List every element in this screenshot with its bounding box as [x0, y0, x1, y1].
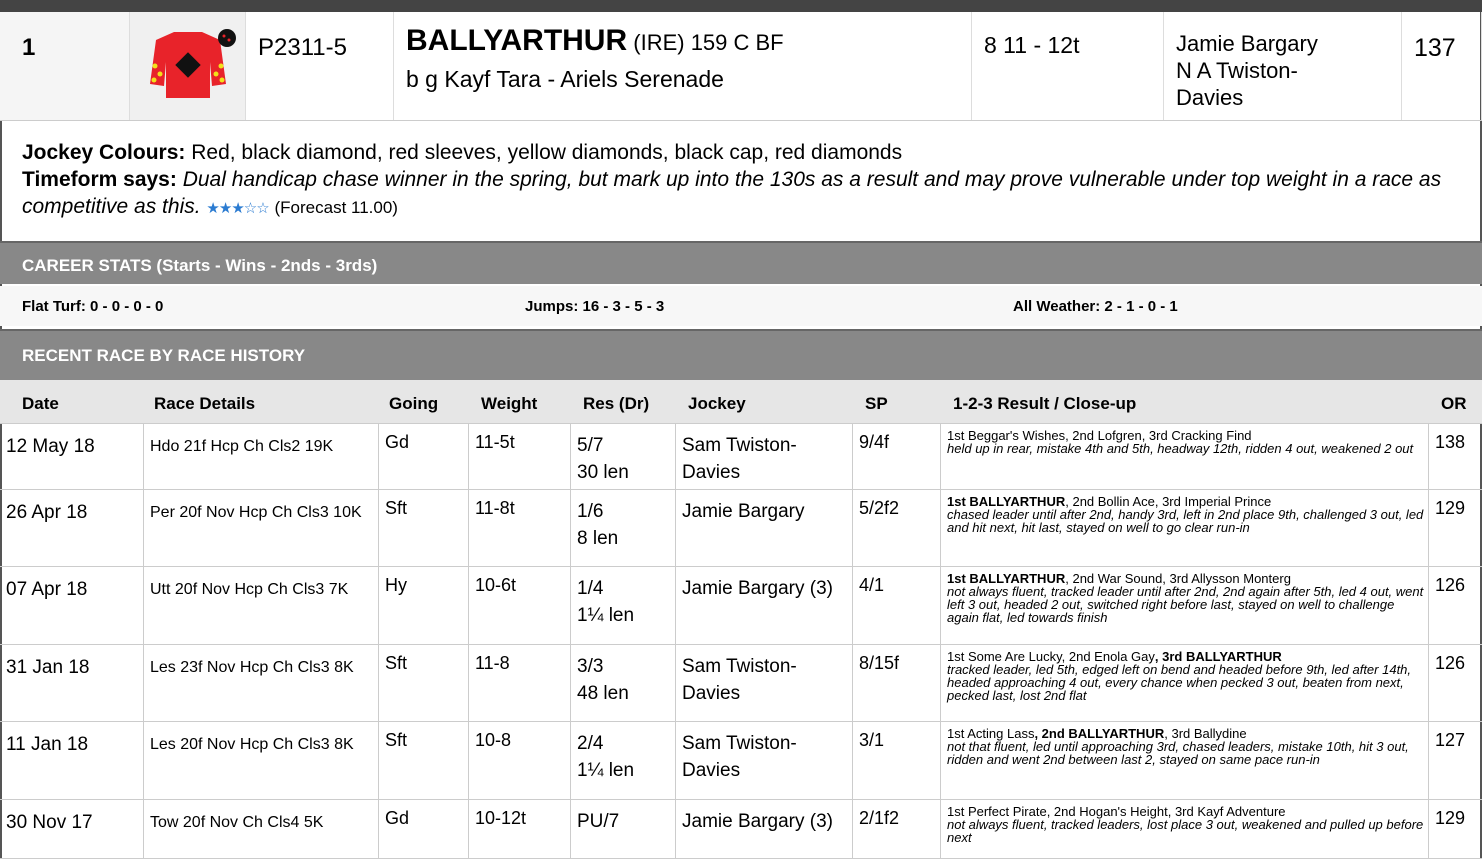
- result-placings: 1st Beggar's Wishes, 2nd Lofgren, 3rd Cracking Find: [947, 428, 1252, 443]
- race-or: 129: [1435, 808, 1466, 828]
- col-result: 1-2-3 Result / Close-up: [953, 394, 1137, 413]
- col-weight: Weight: [481, 394, 538, 413]
- forecast: (Forecast 11.00): [274, 198, 398, 217]
- finish-distance: 48 len: [577, 683, 629, 704]
- race-going: Sft: [379, 490, 469, 566]
- career-stats-row: [0, 286, 1482, 326]
- finish-distance: 8 len: [577, 528, 619, 549]
- result-closeup: [941, 424, 1429, 489]
- closeup-comment: not always fluent, tracked leaders, lost place 3 out, weakened and pulled up before next: [947, 817, 1424, 845]
- race-date: 12 May 18: [0, 424, 144, 489]
- timeform-comment: Dual handicap chase winner in the spring, but mark up into the 130s as a result and may prove vulnerable under top weight in a race as competitive as this.: [22, 168, 1442, 218]
- race-or: 127: [1435, 730, 1466, 750]
- finish-position: 5/7: [577, 435, 604, 456]
- race-weight: 10-12t: [469, 800, 571, 858]
- history-header: RECENT RACE BY RACE HISTORY: [0, 329, 1482, 380]
- age-weight: 8 11 - 12t: [972, 12, 1164, 120]
- finish-distance: 30 len: [577, 462, 629, 483]
- race-weight: 11-5t: [469, 424, 571, 489]
- starting-price: 4/1: [853, 567, 941, 644]
- race-going: Sft: [379, 645, 469, 721]
- result-highlight: , 3rd BALLYARTHUR: [1154, 649, 1282, 664]
- silks-cell: [130, 12, 246, 120]
- race-or: 126: [1435, 653, 1466, 673]
- official-rating: 137: [1402, 12, 1482, 120]
- result-highlight: 1st BALLYARTHUR: [947, 494, 1066, 509]
- race-or: 138: [1435, 432, 1466, 452]
- race-result: [571, 490, 676, 566]
- result-placings-rest: , 2nd Bollin Ace, 3rd Imperial Prince: [1065, 494, 1272, 509]
- race-details[interactable]: Hdo 21f Hcp Ch Cls2 19K: [144, 424, 379, 489]
- result-placings: 1st Acting Lass: [947, 726, 1035, 741]
- race-jockey[interactable]: Jamie Bargary (3): [676, 800, 853, 858]
- runner-number: 1: [0, 12, 130, 120]
- col-jockey: Jockey: [688, 394, 746, 413]
- race-date: 31 Jan 18: [0, 645, 144, 721]
- closeup-comment: tracked leader, led 5th, edged left on bend and headed before 9th, led after 14th, headed approaching 4 out, every chance when pecked 3 out, beaten from next, pecked last, lost 2nd flat: [947, 662, 1412, 703]
- race-details[interactable]: Les 20f Nov Hcp Ch Cls3 8K: [144, 722, 379, 799]
- breeding: b g Kayf Tara - Ariels Serenade: [406, 66, 724, 92]
- table-row[interactable]: [0, 800, 1482, 859]
- closeup-comment: not always fluent, tracked leader until after 2nd, 2nd again after 5th, led 4 out, went left 3 out, headed 2 out, switched right before last, stayed on well to challenge again flat, led towards finish: [947, 584, 1424, 625]
- col-res: Res (Dr): [583, 394, 650, 413]
- runner-header: [0, 0, 1482, 121]
- finish-position: PU/7: [577, 811, 620, 832]
- race-going: Hy: [379, 567, 469, 644]
- race-details[interactable]: Tow 20f Nov Ch Cls4 5K: [144, 800, 379, 858]
- col-date: Date: [22, 394, 59, 413]
- race-result: [571, 800, 676, 858]
- horse-name[interactable]: BALLYARTHUR: [406, 24, 628, 57]
- race-details[interactable]: Les 23f Nov Hcp Ch Cls3 8K: [144, 645, 379, 721]
- col-race: Race Details: [154, 394, 256, 413]
- result-closeup: [941, 490, 1429, 566]
- result-placings-rest: , 3rd Ballydine: [1164, 726, 1247, 741]
- race-jockey[interactable]: Sam Twiston-Davies: [676, 722, 853, 799]
- race-details[interactable]: Utt 20f Nov Hcp Ch Cls3 7K: [144, 567, 379, 644]
- timeform-label: Timeform says:: [22, 168, 177, 191]
- race-date: 07 Apr 18: [0, 567, 144, 644]
- closeup-comment: held up in rear, mistake 4th and 5th, headway 12th, ridden 4 out, weakened 2 out: [947, 441, 1414, 456]
- race-weight: 11-8: [469, 645, 571, 721]
- runner-name-cell: [394, 12, 972, 120]
- race-weight: 10-6t: [469, 567, 571, 644]
- race-result: [571, 567, 676, 644]
- all-weather-stats: All Weather: 2 - 1 - 0 - 1: [1013, 298, 1178, 315]
- race-going: Gd: [379, 800, 469, 858]
- table-row[interactable]: [0, 645, 1482, 722]
- result-closeup: [941, 567, 1429, 644]
- result-placings: 1st Some Are Lucky, 2nd Enola Gay: [947, 649, 1155, 664]
- result-placings-rest: , 2nd War Sound, 3rd Allysson Monterg: [1065, 571, 1291, 586]
- finish-distance: 1¼ len: [577, 605, 635, 626]
- race-date: 30 Nov 17: [0, 800, 144, 858]
- race-result: [571, 645, 676, 721]
- colours-text: Red, black diamond, red sleeves, yellow diamonds, black cap, red diamonds: [191, 141, 903, 164]
- race-weight: 11-8t: [469, 490, 571, 566]
- table-row[interactable]: [0, 567, 1482, 645]
- result-closeup: [941, 645, 1429, 721]
- race-jockey[interactable]: Sam Twiston-Davies: [676, 424, 853, 489]
- finish-position: 2/4: [577, 733, 604, 754]
- race-date: 11 Jan 18: [0, 722, 144, 799]
- closeup-comment: chased leader until after 2nd, handy 3rd, left in 2nd place 9th, challenged 3 out, led and hit next, hit last, stayed on well to go clear run-in: [947, 507, 1424, 535]
- starting-price: 2/1f2: [853, 800, 941, 858]
- col-sp: SP: [865, 394, 888, 413]
- rating-stars-icon: ★★★☆☆: [206, 200, 269, 217]
- table-row[interactable]: [0, 722, 1482, 800]
- result-closeup: [941, 722, 1429, 799]
- jockey-silks-icon: [130, 12, 246, 120]
- col-going: Going: [389, 394, 439, 413]
- starting-price: 8/15f: [853, 645, 941, 721]
- starting-price: 5/2f2: [853, 490, 941, 566]
- col-or: OR: [1441, 394, 1467, 413]
- finish-position: 1/4: [577, 578, 604, 599]
- table-row[interactable]: [0, 424, 1482, 490]
- finish-position: 3/3: [577, 656, 604, 677]
- flat-turf-stats: Flat Turf: 0 - 0 - 0 - 0: [22, 298, 164, 315]
- jockey-name[interactable]: Jamie Bargary: [1176, 31, 1318, 56]
- jumps-stats: Jumps: 16 - 3 - 5 - 3: [525, 298, 665, 315]
- race-going: Gd: [379, 424, 469, 489]
- history-table-header: [0, 380, 1482, 424]
- result-highlight: 1st BALLYARTHUR: [947, 571, 1066, 586]
- race-weight: 10-8: [469, 722, 571, 799]
- result-closeup: [941, 800, 1429, 858]
- career-stats-header: CAREER STATS (Starts - Wins - 2nds - 3rds): [0, 241, 1482, 284]
- race-date: 26 Apr 18: [0, 490, 144, 566]
- closeup-comment: not that fluent, led until approaching 3rd, chased leaders, mistake 10th, hit 3 out, ridden and went 2nd between last 2, stayed on same pace run-in: [947, 739, 1409, 767]
- horse-details: (IRE) 159 C BF: [627, 30, 784, 55]
- race-jockey[interactable]: Jamie Bargary: [676, 490, 853, 566]
- starting-price: 9/4f: [853, 424, 941, 489]
- runner-info: [22, 139, 1478, 222]
- runner-code: P2311-5: [246, 12, 394, 120]
- colours-label: Jockey Colours:: [22, 141, 186, 164]
- finish-position: 1/6: [577, 501, 604, 522]
- result-highlight: , 2nd BALLYARTHUR: [1034, 726, 1165, 741]
- result-placings: 1st Perfect Pirate, 2nd Hogan's Height, 3rd Kayf Adventure: [947, 804, 1286, 819]
- trainer-name[interactable]: N A Twiston-Davies: [1176, 58, 1298, 110]
- race-jockey[interactable]: Jamie Bargary (3): [676, 567, 853, 644]
- race-or: 129: [1435, 498, 1466, 518]
- race-result: [571, 722, 676, 799]
- race-result: [571, 424, 676, 489]
- finish-distance: 1¼ len: [577, 760, 635, 781]
- starting-price: 3/1: [853, 722, 941, 799]
- table-row[interactable]: [0, 490, 1482, 567]
- race-going: Sft: [379, 722, 469, 799]
- race-details[interactable]: Per 20f Nov Hcp Ch Cls3 10K: [144, 490, 379, 566]
- connections-cell: [1164, 12, 1402, 120]
- race-or: 126: [1435, 575, 1466, 595]
- race-jockey[interactable]: Sam Twiston-Davies: [676, 645, 853, 721]
